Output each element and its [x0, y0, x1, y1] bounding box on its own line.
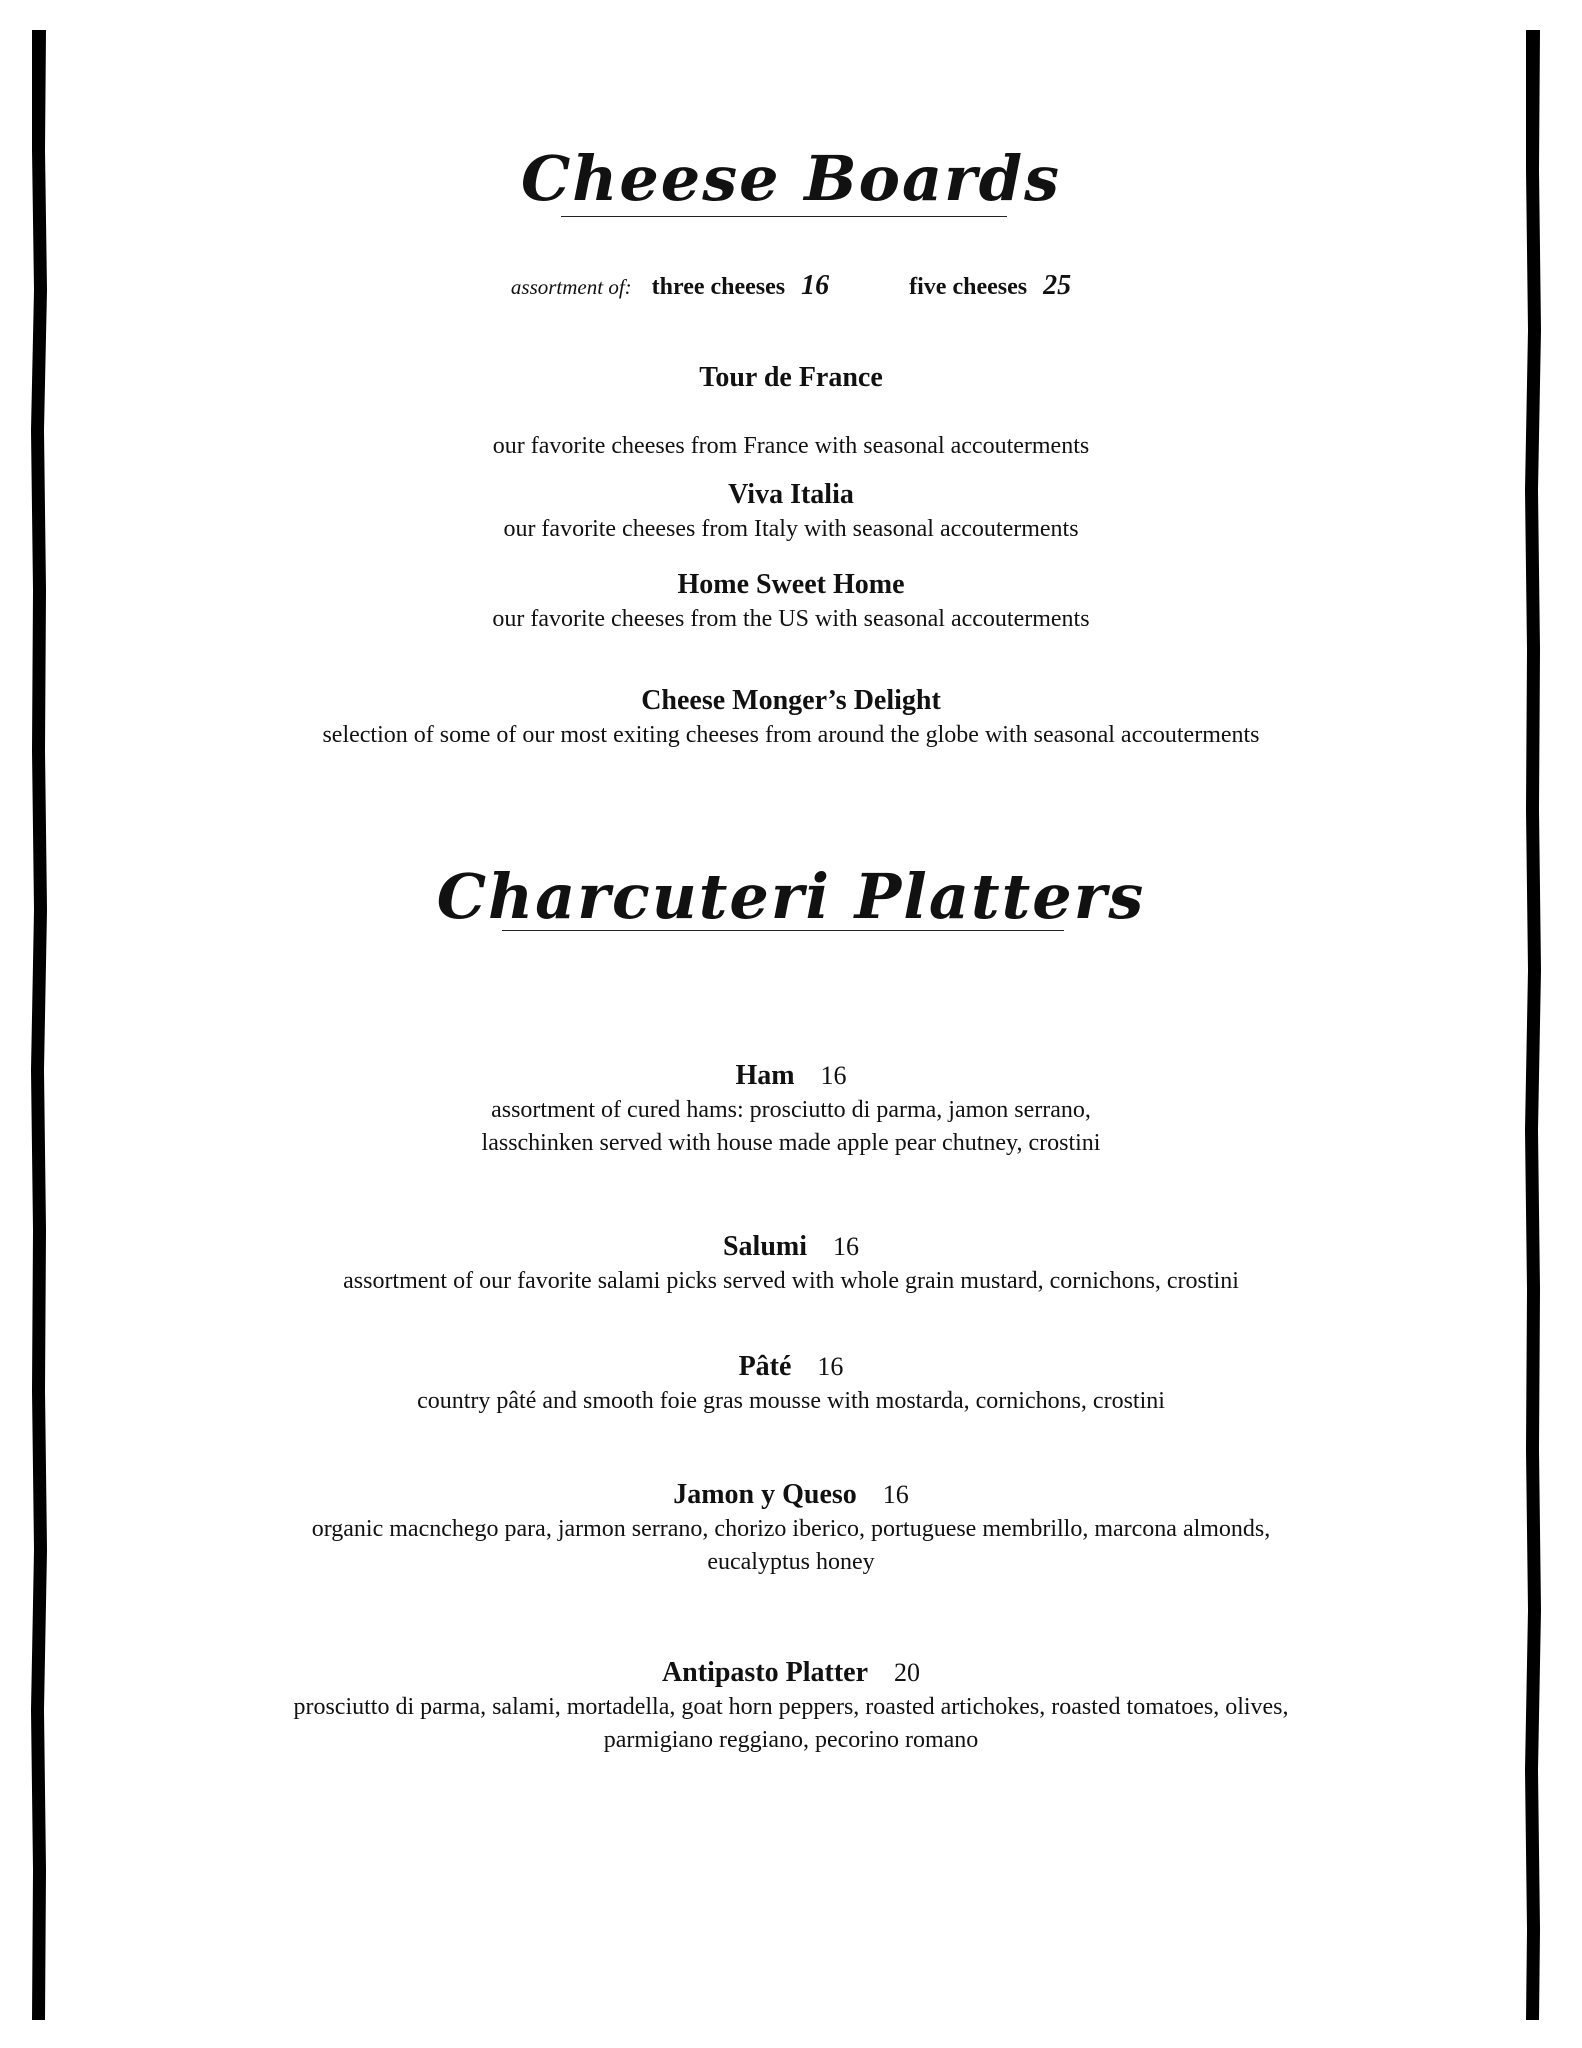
item-name: Pâté	[738, 1351, 792, 1382]
item-name: Ham	[735, 1060, 795, 1091]
charcuteri-item	[0, 1229, 1582, 1298]
cheese-item	[0, 360, 1582, 396]
item-name: Home Sweet Home	[677, 569, 905, 600]
item-title-row	[0, 1229, 1582, 1265]
description-line: assortment of our favorite salami picks served with whole grain mustard, cornichons, crostini	[343, 1268, 1239, 1294]
charcuteri-item	[0, 1655, 1582, 1757]
item-description: our favorite cheeses from Italy with seasonal accouterments	[503, 516, 1079, 542]
item-description: our favorite cheeses from the US with seasonal accouterments	[492, 606, 1090, 632]
item-description	[0, 1691, 1582, 1757]
item-price: 20	[894, 1658, 921, 1687]
item-name: Cheese Monger’s Delight	[641, 685, 941, 716]
charcuteri-platters-heading: Charcuteri Platters	[436, 860, 1146, 933]
assortment-lead: assortment of:	[510, 275, 632, 299]
item-description	[0, 1513, 1582, 1579]
cheese-item	[0, 567, 1582, 636]
item-price: 16	[882, 1480, 909, 1509]
item-name: Jamon y Queso	[673, 1479, 857, 1510]
item-title-row	[0, 1477, 1582, 1513]
item-description	[0, 1265, 1582, 1298]
cheese-heading-underline	[561, 216, 1007, 217]
description-line: organic macnchego para, jarmon serrano, chorizo iberico, portuguese membrillo, marcona almonds,	[311, 1516, 1271, 1542]
item-description: our favorite cheeses from France with seasonal accouterments	[492, 433, 1090, 459]
item-title-row	[0, 1058, 1582, 1094]
assortment-line	[0, 270, 1582, 302]
description-line: prosciutto di parma, salami, mortadella, goat horn peppers, roasted artichokes, roasted tomatoes, olives,	[293, 1694, 1289, 1720]
item-price: 16	[820, 1061, 847, 1090]
charcuteri-heading-underline	[502, 930, 1064, 931]
cheese-item-desc	[0, 430, 1582, 463]
option-three-cheeses: three cheeses	[651, 274, 786, 300]
charcuteri-item	[0, 1477, 1582, 1579]
cheese-item	[0, 683, 1582, 752]
description-line: assortment of cured hams: prosciutto di parma, jamon serrano,	[491, 1097, 1091, 1123]
item-description	[0, 1385, 1582, 1418]
charcuteri-item	[0, 1349, 1582, 1418]
item-description	[0, 1094, 1582, 1160]
description-line: eucalyptus honey	[707, 1549, 875, 1575]
cheese-boards-heading: Cheese Boards	[520, 142, 1062, 215]
option-five-cheeses: five cheeses	[909, 274, 1028, 300]
item-title-row	[0, 1349, 1582, 1385]
item-name: Antipasto Platter	[661, 1657, 869, 1688]
charcuteri-item	[0, 1058, 1582, 1160]
item-price: 16	[817, 1352, 844, 1381]
description-line: lasschinken served with house made apple pear chutney, crostini	[481, 1130, 1101, 1156]
item-description: selection of some of our most exiting cheeses from around the globe with seasonal accouterments	[322, 722, 1260, 748]
item-name: Tour de France	[699, 362, 883, 393]
option-five-cheeses-price: 25	[1043, 270, 1072, 301]
option-three-cheeses-price: 16	[801, 270, 830, 301]
description-line: country pâté and smooth foie gras mousse with mostarda, cornichons, crostini	[417, 1388, 1165, 1414]
item-price: 16	[833, 1232, 860, 1261]
item-name: Viva Italia	[728, 479, 854, 510]
description-line: parmigiano reggiano, pecorino romano	[603, 1727, 979, 1753]
cheese-item	[0, 477, 1582, 546]
item-name: Salumi	[722, 1231, 808, 1262]
item-title-row	[0, 1655, 1582, 1691]
